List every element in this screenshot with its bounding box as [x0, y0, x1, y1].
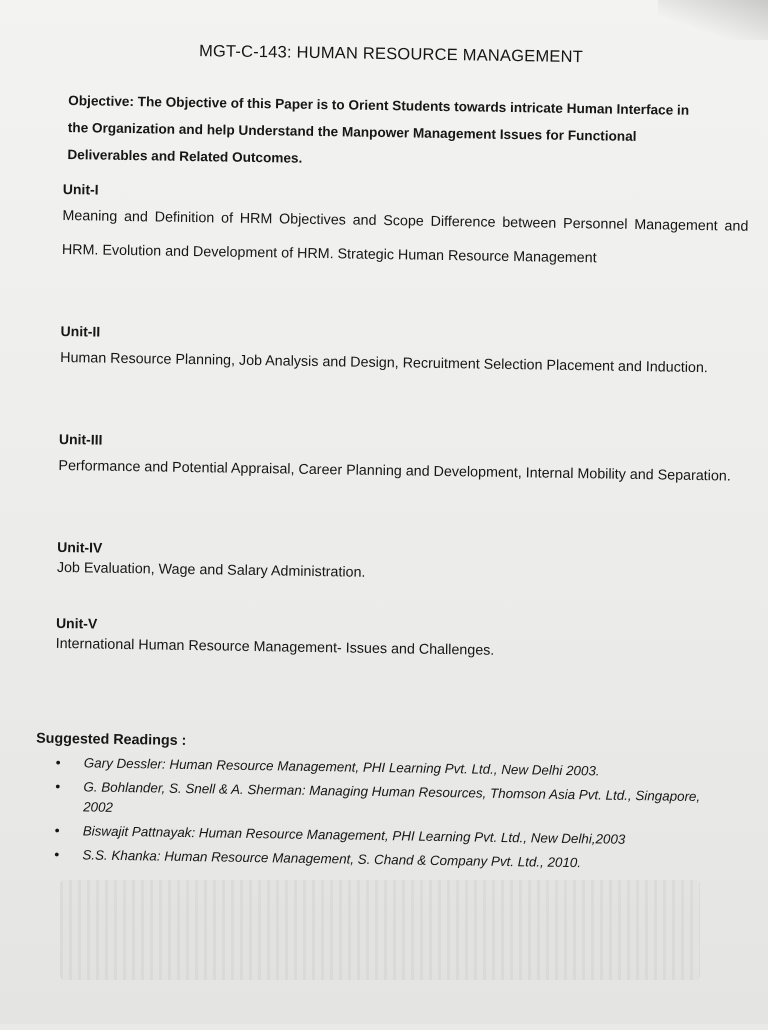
- unit-3: [58, 431, 745, 494]
- bullet-icon: •: [54, 846, 60, 863]
- reading-text: G. Bohlander, S. Snell & A. Sherman: Managing Human Resources, Thomson Asia Pvt. Ltd., Singapore, 2002: [83, 779, 701, 815]
- reading-text: S.S. Khanka: Human Resource Management, S. Chand & Company Pvt. Ltd., 2010.: [82, 847, 582, 871]
- unit-1: [62, 181, 749, 278]
- bullet-icon: •: [55, 754, 61, 771]
- unit-5: [56, 615, 743, 666]
- unit-heading: Unit-I: [62, 180, 99, 198]
- unit-body: Job Evaluation, Wage and Salary Administration.: [56, 559, 366, 581]
- list-item: [35, 777, 716, 828]
- unit-heading: Unit-II: [60, 322, 101, 340]
- readings-list: [34, 753, 716, 876]
- bullet-icon: •: [55, 778, 61, 795]
- unit-body: Meaning and Definition of HRM Objectives and Scope Difference between Personnel Management and HRM. Evolution and Development of HRM. Strategic Human Resource Management: [61, 207, 749, 267]
- unit-heading: Unit-IV: [57, 538, 103, 556]
- unit-body: International Human Resource Management- Issues and Challenges.: [55, 635, 495, 659]
- unit-2: [60, 323, 747, 386]
- unit-heading: Unit-V: [55, 614, 98, 632]
- unit-heading: Unit-III: [58, 430, 103, 448]
- unit-4: [57, 539, 744, 590]
- reading-text: Gary Dessler: Human Resource Management, PHI Learning Pvt. Ltd., New Delhi 2003.: [83, 755, 600, 779]
- bullet-icon: •: [54, 822, 60, 839]
- suggested-readings: [34, 731, 716, 880]
- page-title: MGT-C-143: HUMAN RESOURCE MANAGEMENT: [198, 42, 584, 67]
- unit-body: Human Resource Planning, Job Analysis and Design, Recruitment Selection Placement and Induction.: [60, 349, 708, 377]
- objective-text: Objective: The Objective of this Paper is to Orient Students towards intricate Human Interface in the Organization and help Understand the Manpower Management Issues for Functional Deliverables and Related Outcomes.: [67, 93, 690, 166]
- unit-body: Performance and Potential Appraisal, Career Planning and Development, Internal Mobility and Separation.: [58, 457, 731, 485]
- readings-heading: Suggested Readings :: [36, 730, 187, 749]
- reading-text: Biswajit Pattnayak: Human Resource Management, PHI Learning Pvt. Ltd., New Delhi,2003: [82, 823, 626, 847]
